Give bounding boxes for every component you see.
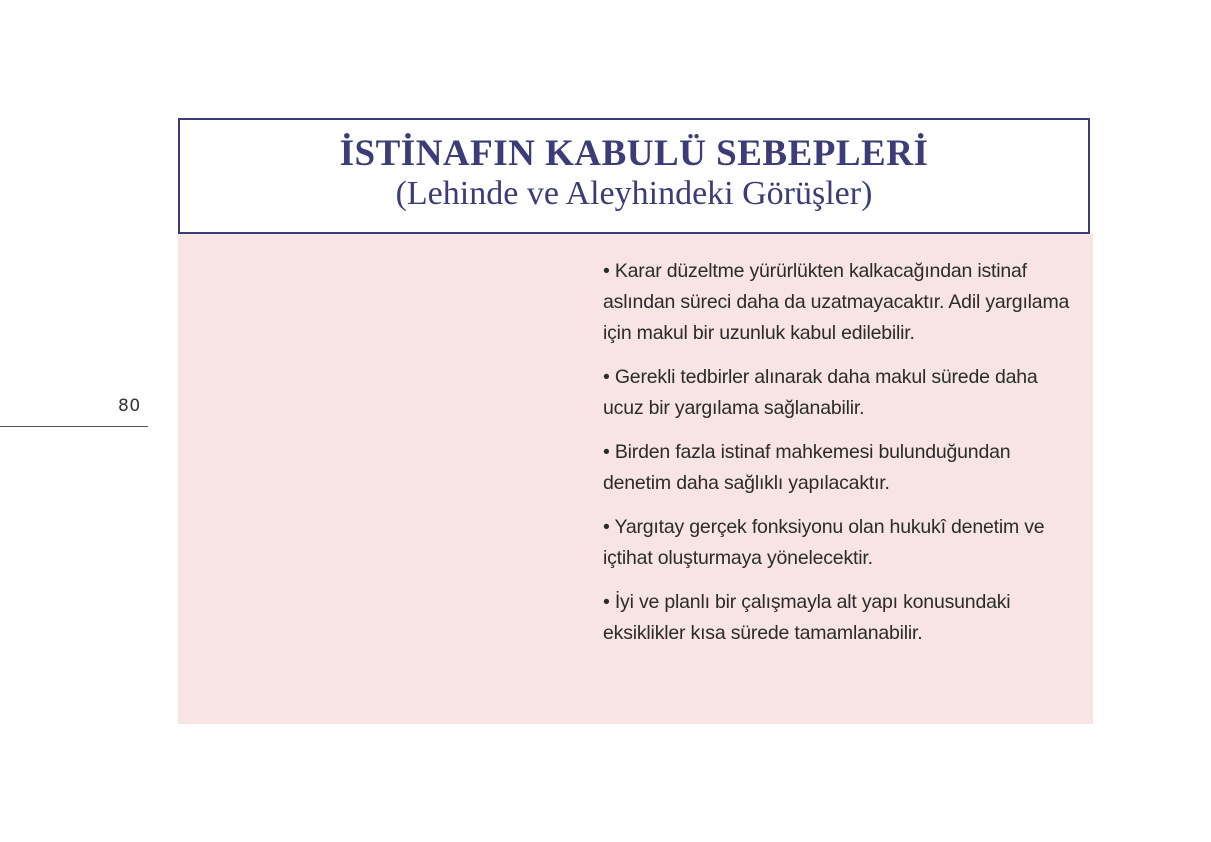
title-box [178,118,1090,234]
list-item: • Karar düzeltme yürürlükten kalkacağından istinaf aslından süreci daha da uzatmayacaktır. Adil yargılama için makul bir uzunluk kabul edilebilir. [603,260,1070,344]
list-item: • Yargıtay gerçek fonksiyonu olan hukukî denetim ve içtihat oluşturmaya yönelecektir. [603,516,1045,569]
bullet-list [603,256,1083,662]
page-number: 80 [118,396,141,416]
content-panel [178,234,1093,724]
list-item: • Gerekli tedbirler alınarak daha makul sürede daha ucuz bir yargılama sağlanabilir. [603,366,1038,419]
list-item: • Birden fazla istinaf mahkemesi bulunduğundan denetim daha sağlıklı yapılacaktır. [603,441,1011,494]
list-item: • İyi ve planlı bir çalışmayla alt yapı konusundaki eksiklikler kısa sürede tamamlanabilir. [603,591,1011,644]
page-title: İSTİNAFIN KABULÜ SEBEPLERİ [339,133,929,174]
page-number-rule [0,426,148,427]
page-subtitle: (Lehinde ve Aleyhindeki Görüşler) [395,175,873,212]
